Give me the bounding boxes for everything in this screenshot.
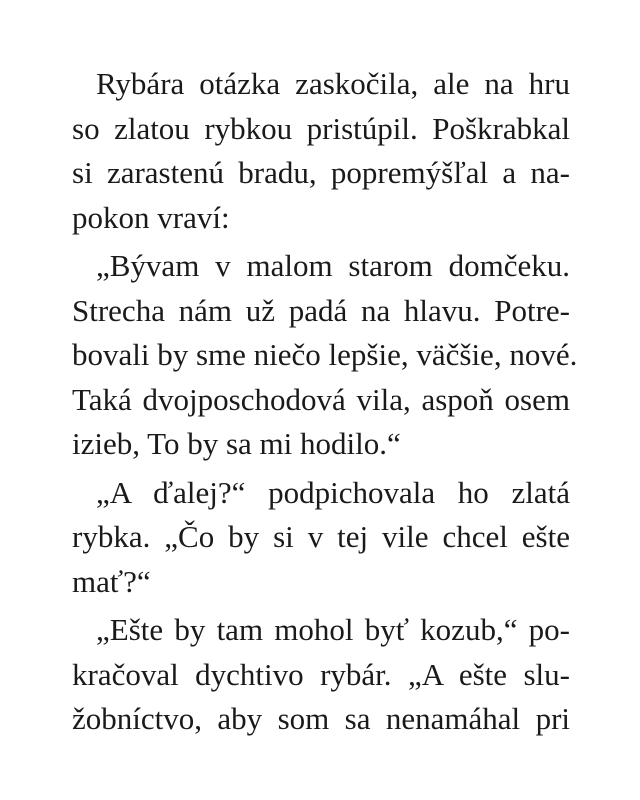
book-page <box>72 62 578 742</box>
text-line: žobníctvo, aby som sa nenamáhal pri <box>72 701 570 736</box>
paragraph-3 <box>72 471 570 605</box>
text-line: „Bývam v malom starom domčeku. <box>96 248 570 283</box>
text-line: Taká dvojposchodová vila, aspoň osem <box>72 381 570 417</box>
paragraph-1 <box>72 62 570 240</box>
paragraph-4 <box>72 608 570 742</box>
text-line: pokon vraví: <box>72 199 230 235</box>
text-line: so zlatou rybkou pristúpil. Poškrabkal <box>72 110 570 146</box>
text-line: rybka. „Čo by si v tej vile chcel ešte <box>72 519 570 554</box>
text-line: bovali by sme niečo lepšie, väčšie, nové. <box>72 337 578 372</box>
text-line: mať?“ <box>72 563 151 599</box>
text-line: „Ešte by tam mohol byť kozub,“ po- <box>96 612 570 647</box>
text-line: izieb, To by sa mi hodilo.“ <box>72 426 401 461</box>
text-line: „A ďalej?“ podpichovala ho zlatá <box>96 474 570 510</box>
text-line: kračoval dychtivo rybár. „A ešte slu- <box>72 656 570 692</box>
text-line: Strecha nám už padá na hlavu. Potre- <box>72 292 570 328</box>
paragraph-2 <box>72 244 578 467</box>
text-line: si zarastenú bradu, popremýšľal a na- <box>72 155 570 190</box>
text-line: Rybára otázka zaskočila, ale na hru <box>96 66 570 101</box>
